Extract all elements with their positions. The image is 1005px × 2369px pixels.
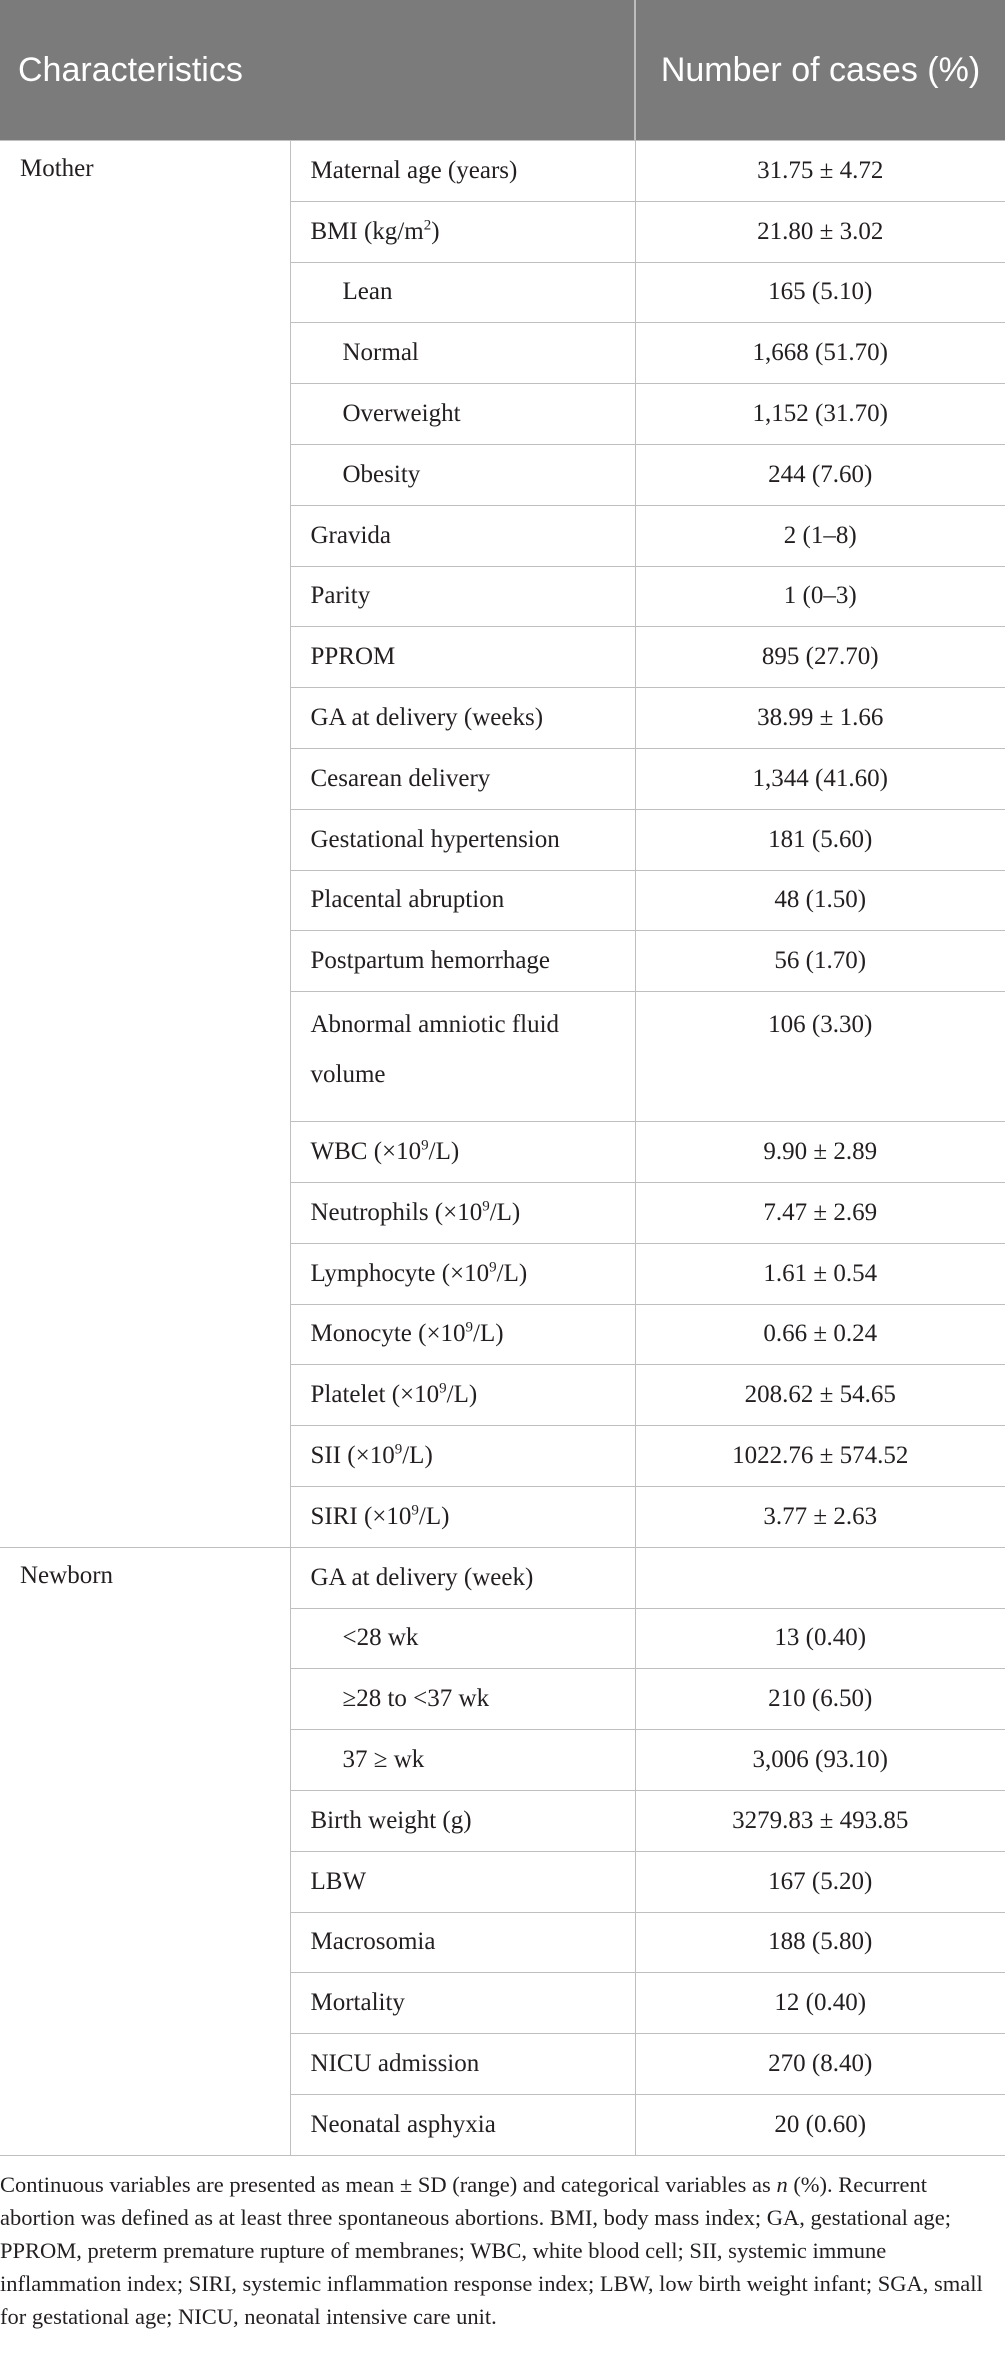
row-value: 3279.83 ± 493.85 [635,1790,1005,1851]
row-value: 9.90 ± 2.89 [635,1122,1005,1183]
row-label: Cesarean delivery [290,748,635,809]
row-label: LBW [290,1851,635,1912]
row-label: 37 ≥ wk [290,1730,635,1791]
row-label: Gravida [290,505,635,566]
row-value: 1,668 (51.70) [635,323,1005,384]
row-value: 1 (0–3) [635,566,1005,627]
row-value: 1,344 (41.60) [635,748,1005,809]
header-number-of-cases: Number of cases (%) [635,0,1005,141]
row-value: 3.77 ± 2.63 [635,1486,1005,1547]
row-label: Abnormal amniotic fluid volume [290,992,635,1122]
row-value: 165 (5.10) [635,262,1005,323]
row-value: 167 (5.20) [635,1851,1005,1912]
row-label: Monocyte $(\times 10^9/L)$ [290,1304,635,1365]
row-value: 1.61 ± 0.54 [635,1243,1005,1304]
row-label: GA at delivery (week) [290,1547,635,1608]
row-label: Neutrophils $(\times 10^9/L)$ [290,1182,635,1243]
row-label: ≥28 to <37 wk [290,1669,635,1730]
row-label: NICU admission [290,2034,635,2095]
header-characteristics: Characteristics [0,0,635,141]
row-label: Parity [290,566,635,627]
row-label: Maternal age (years) [290,141,635,202]
row-value: 1022.76 ± 574.52 [635,1426,1005,1487]
row-label: Postpartum hemorrhage [290,931,635,992]
row-label: <28 wk [290,1608,635,1669]
row-value: 2 (1–8) [635,505,1005,566]
row-value: 1,152 (31.70) [635,384,1005,445]
group-label-mother: Mother [0,141,290,1548]
row-value [635,1547,1005,1608]
row-value: 181 (5.60) [635,809,1005,870]
row-label: Lean [290,262,635,323]
row-value: 3,006 (93.10) [635,1730,1005,1791]
row-label: WBC $(\times 10^9/L)$ [290,1122,635,1183]
row-value: 208.62 ± 54.65 [635,1365,1005,1426]
row-value: 13 (0.40) [635,1608,1005,1669]
row-label: Macrosomia [290,1912,635,1973]
row-value: 38.99 ± 1.66 [635,688,1005,749]
row-label: GA at delivery (weeks) [290,688,635,749]
row-value: 7.47 ± 2.69 [635,1182,1005,1243]
table-row [0,1547,1005,1608]
row-value: 106 (3.30) [635,992,1005,1122]
row-value: 48 (1.50) [635,870,1005,931]
table-footnote: Continuous variables are presented as mean ± SD (range) and categorical variables as n (%). Recurrent abortion was defined as at least three spontaneous abortions. BMI, body mass index; GA, gestational age; PPROM, preterm premature rupture of membranes; WBC, white blood cell; SII, systemic immune inflammation index; SIRI, systemic inflammation response index; LBW, low birth weight infant; SGA, small for gestational age; NICU, neonatal intensive care unit. [0,2171,983,2329]
row-value: 31.75 ± 4.72 [635,141,1005,202]
row-label: SIRI $(\times 10^9/L)$ [290,1486,635,1547]
row-label: Neonatal asphyxia [290,2094,635,2155]
row-label: Overweight [290,384,635,445]
row-label: SII $(\times 10^9/L)$ [290,1426,635,1487]
row-label: PPROM [290,627,635,688]
row-value: 56 (1.70) [635,931,1005,992]
group-label-newborn: Newborn [0,1547,290,2155]
row-value: 0.66 ± 0.24 [635,1304,1005,1365]
row-value: 21.80 ± 3.02 [635,201,1005,262]
row-label: Mortality [290,1973,635,2034]
row-value: 244 (7.60) [635,444,1005,505]
row-label: Lymphocyte $(\times 10^9/L)$ [290,1243,635,1304]
row-label: Birth weight (g) [290,1790,635,1851]
table-row [0,141,1005,202]
row-value: 188 (5.80) [635,1912,1005,1973]
row-value: 210 (6.50) [635,1669,1005,1730]
table-header-row [0,0,1005,141]
row-value: 270 (8.40) [635,2034,1005,2095]
row-label: BMI $(kg/m^2)$ [290,201,635,262]
row-label: Platelet $(\times 10^9/L)$ [290,1365,635,1426]
row-value: 12 (0.40) [635,1973,1005,2034]
row-label: Placental abruption [290,870,635,931]
row-label: Obesity [290,444,635,505]
row-value: 895 (27.70) [635,627,1005,688]
row-label: Gestational hypertension [290,809,635,870]
row-value: 20 (0.60) [635,2094,1005,2155]
row-label: Normal [290,323,635,384]
